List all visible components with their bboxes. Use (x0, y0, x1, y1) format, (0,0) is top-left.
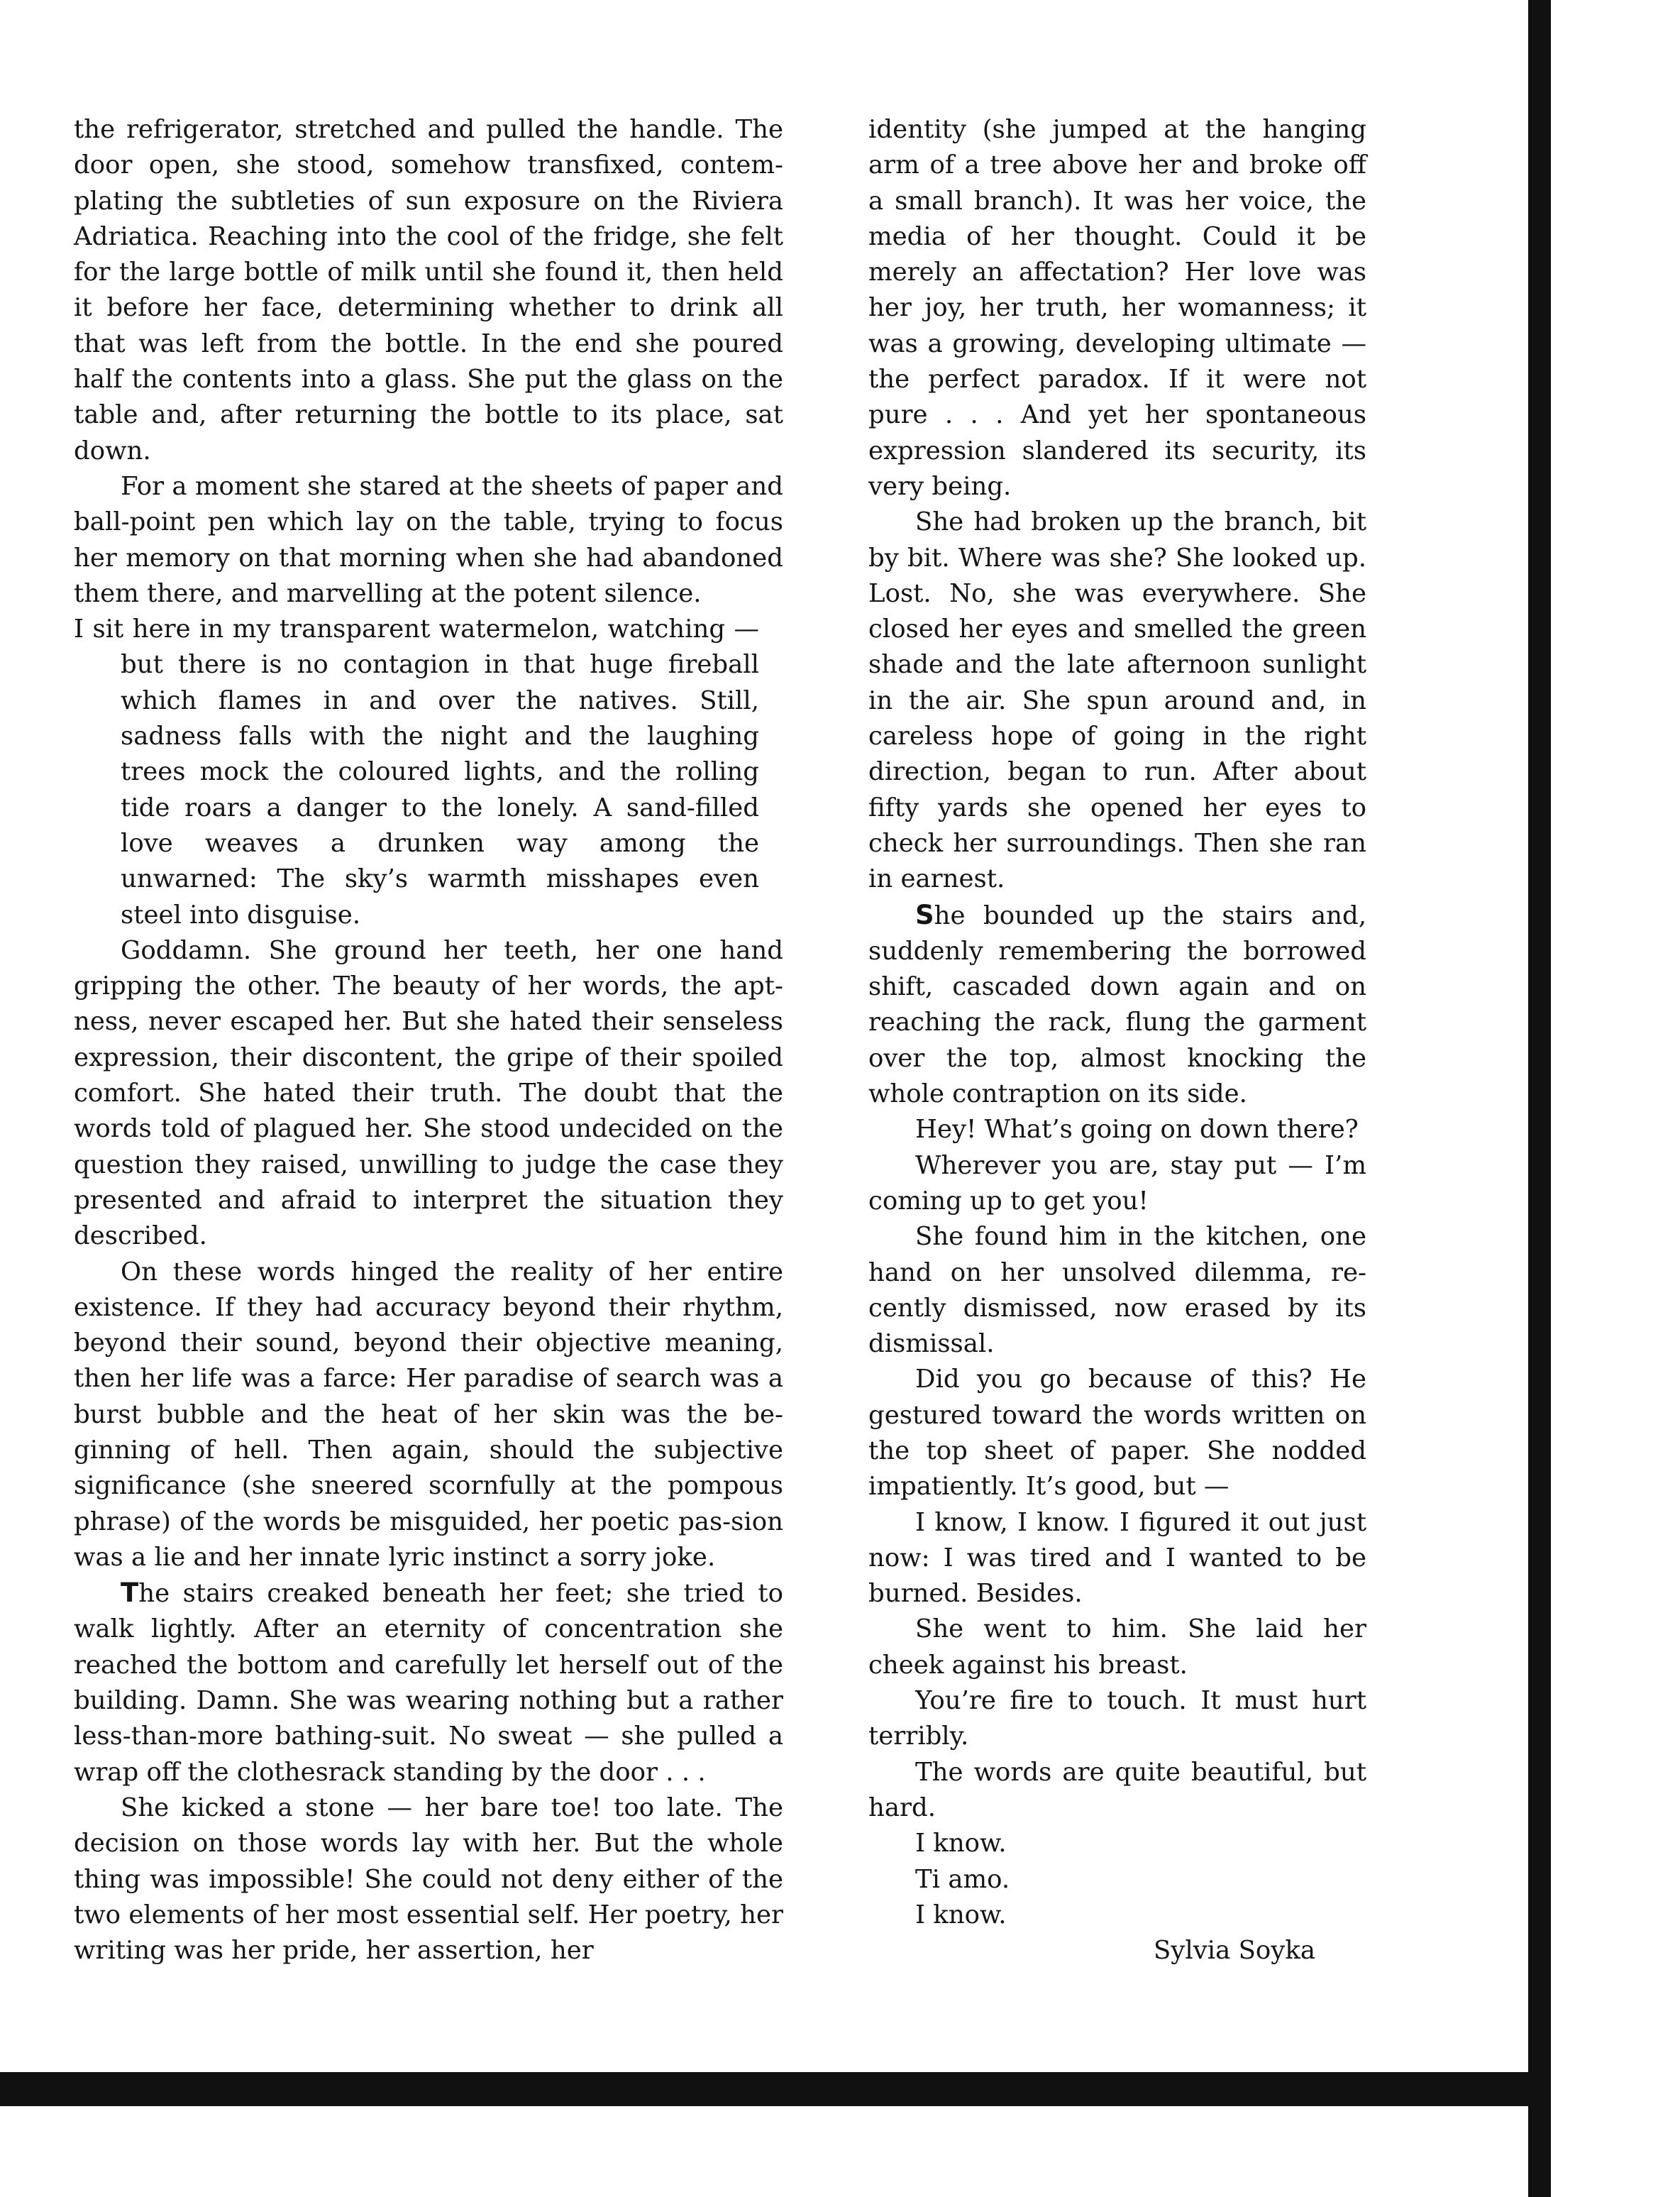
paragraph (868, 1612, 1366, 1683)
paragraph (868, 1362, 1366, 1504)
paragraph-text: Goddamn. She ground her teeth, her one hand gripping the other. The beauty of her words, the apt-ness, never escaped her. But she hated their senseless expression, their discontent, the gripe of their spoiled comfort. She hated their truth. The doubt that the words told of plagued her. She stood undecided on the question they raised, unwilling to judge the case they presented and afraid to interpret the situation they described. (74, 935, 783, 1251)
paragraph-text: identity (she jumped at the hanging arm of a tree above her and broke off a small branch). It was her voice, the media of her thought. Could it be merely an affectation? Her love was her joy, her truth, her womanness; it was a growing, developing ultimate — the perfect paradox. If it were not pure . . . And yet her spontaneous expression slandered its security, its very being. (868, 115, 1366, 501)
paragraph-text: She found him in the kitchen, one hand on her unsolved dilemma, re-cently dismissed, now erased by its dismissal. (868, 1222, 1366, 1359)
paragraph (868, 1219, 1366, 1362)
horizontal-border-bar (0, 2072, 1551, 2106)
paragraph (868, 1148, 1366, 1220)
paragraph-text: Wherever you are, stay put — I’m coming up to get you! (868, 1150, 1366, 1216)
paragraph (74, 469, 783, 612)
paragraph-text: I know. (915, 1900, 1007, 1929)
paragraph-text: Sylvia Soyka (1153, 1936, 1315, 1966)
paragraph-text: The words are quite beautiful, but hard. (868, 1757, 1366, 1822)
paragraph (868, 1826, 1366, 1861)
paragraph-text: She had broken up the branch, bit by bit. Where was she? She looked up. Lost. No, she was everywhere. She closed her eyes and smelled the green shade and the late afternoon sunlight in the air. She spun around and, in careless hope of going in the right direction, began to run. After about fifty yards she opened her eyes to check her surroundings. Then she ran in earnest. (868, 507, 1366, 894)
right-text-column (868, 112, 1366, 1969)
paragraph-text: On these words hinged the reality of her entire existence. If they had accuracy beyond their rhythm, beyond their sound, beyond their objective meaning, then her life was a farce: Her paradise of search was a burst bubble and the heat of her skin was the be-ginning of hell. Then again, should the subjective significance (she sneered scornfully at the pompous phrase) of the words be misguided, her poetic pas-sion was a lie and her innate lyric instinct a sorry joke. (74, 1257, 783, 1572)
paragraph (868, 898, 1366, 1113)
paragraph-text: I sit here in my transparent watermelon, watching — but there is no contagion in that huge fireball which flames in and over the natives. Still, sadness falls with the night and the laughing trees mock the coloured lights, and the rolling tide roars a danger to the lonely. A sand-filled love weaves a drunken way among the unwarned: The sky’s warmth misshapes even steel into disguise. (74, 615, 759, 930)
paragraph (868, 1898, 1366, 1933)
vertical-border-bar (1528, 0, 1551, 2197)
paragraph (868, 112, 1366, 505)
paragraph (74, 1255, 783, 1576)
paragraph (74, 112, 783, 469)
author-signature (868, 1933, 1366, 1969)
paragraph (868, 1505, 1366, 1612)
paragraph (868, 1112, 1366, 1147)
paragraph (74, 1790, 783, 1969)
paragraph-text: Hey! What’s going on down there? (915, 1115, 1359, 1145)
paragraph-text: You’re fire to touch. It must hurt terribly. (868, 1686, 1366, 1751)
drop-cap-letter: S (915, 899, 934, 930)
paragraph (868, 1862, 1366, 1898)
paragraph (74, 1575, 783, 1790)
drop-cap-letter: T (121, 1577, 139, 1609)
paragraph-text: For a moment she stared at the sheets of paper and ball-point pen which lay on the table, trying to focus her memory on that morning when she had abandoned them there, and marvelling at the potent silence. (74, 471, 783, 608)
paragraph-text: She went to him. She laid her cheek against his breast. (868, 1614, 1366, 1680)
paragraph-text: I know, I know. I figured it out just now: I was tired and I wanted to be burned. Besides. (868, 1507, 1366, 1609)
paragraph (74, 933, 783, 1255)
paragraph (868, 1683, 1366, 1755)
paragraph-text: Did you go because of this? He gestured toward the words written on the top sheet of paper. She nodded impatiently. It’s good, but — (868, 1365, 1366, 1502)
paragraph-text: he bounded up the stairs and, suddenly remembering the borrowed shift, cascaded down again and on reaching the rack, flung the garment over the top, almost knocking the whole contraption on its side. (868, 901, 1366, 1109)
poem-block (74, 612, 759, 933)
paragraph-text: Ti amo. (915, 1864, 1010, 1894)
paragraph-text: the refrigerator, stretched and pulled the handle. The door open, she stood, somehow transfixed, contem-plating the subtleties of sun exposure on the Riviera Adriatica. Reaching into the cool of the fridge, she felt for the large bottle of milk until she found it, then held it before her face, determining whether to drink all that was left from the bottle. In the end she poured half the contents into a glass. She put the glass on the table and, after returning the bottle to its place, sat down. (74, 115, 783, 466)
left-text-column (74, 112, 783, 1969)
paragraph (868, 1755, 1366, 1827)
paragraph (868, 505, 1366, 897)
paragraph-text: She kicked a stone — her bare toe! too late. The decision on those words lay with her. But the whole thing was impossible! She could not deny either of the two elements of her most essential self. Her poetry, her writing was her pride, her assertion, her (74, 1793, 783, 1966)
paragraph-text: I know. (915, 1829, 1007, 1859)
paragraph-text: he stairs creaked beneath her feet; she tried to walk lightly. After an eternity of concentration she reached the bottom and carefully let herself out of the building. Damn. She was wearing nothing but a rather less-than-more bathing-suit. No sweat — she pulled a wrap off the clothesrack standing by the door . . . (74, 1579, 783, 1787)
